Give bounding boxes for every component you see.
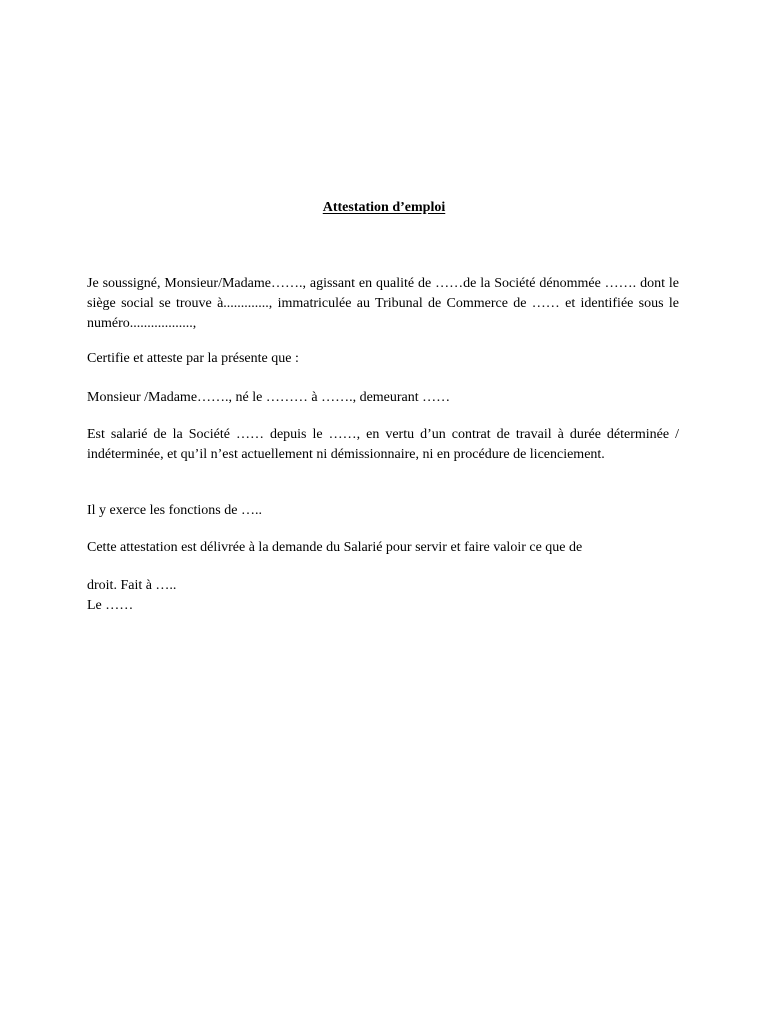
closing-block <box>87 576 679 616</box>
functions-paragraph: Il y exerce les fonctions de ….. <box>87 503 262 518</box>
employment-paragraph: Est salarié de la Société …… depuis le ……, en vertu d’un contrat de travail à durée déterminée / indéterminée, et qu’il n’est actuellement ni démissionnaire, ni en procédure de licenciement. <box>87 427 679 462</box>
intro-paragraph: Je soussigné, Monsieur/Madame……., agissant en qualité de ……de la Société dénommée ……. dont le siège social se trouve à............., immatriculée au Tribunal de Commerce de …… et identifiée sous le numéro.................., <box>87 276 679 331</box>
person-paragraph: Monsieur /Madame……., né le ……… à ……., demeurant …… <box>87 390 451 405</box>
document-title: Attestation d’emploi <box>322 200 446 215</box>
purpose-paragraph: Cette attestation est délivrée à la demande du Salarié pour servir et faire valoir ce que de <box>87 540 583 555</box>
closing-place-line: droit. Fait à ….. <box>87 578 177 593</box>
certify-paragraph: Certifie et atteste par la présente que : <box>87 351 299 366</box>
closing-date-line: Le …… <box>87 598 134 613</box>
